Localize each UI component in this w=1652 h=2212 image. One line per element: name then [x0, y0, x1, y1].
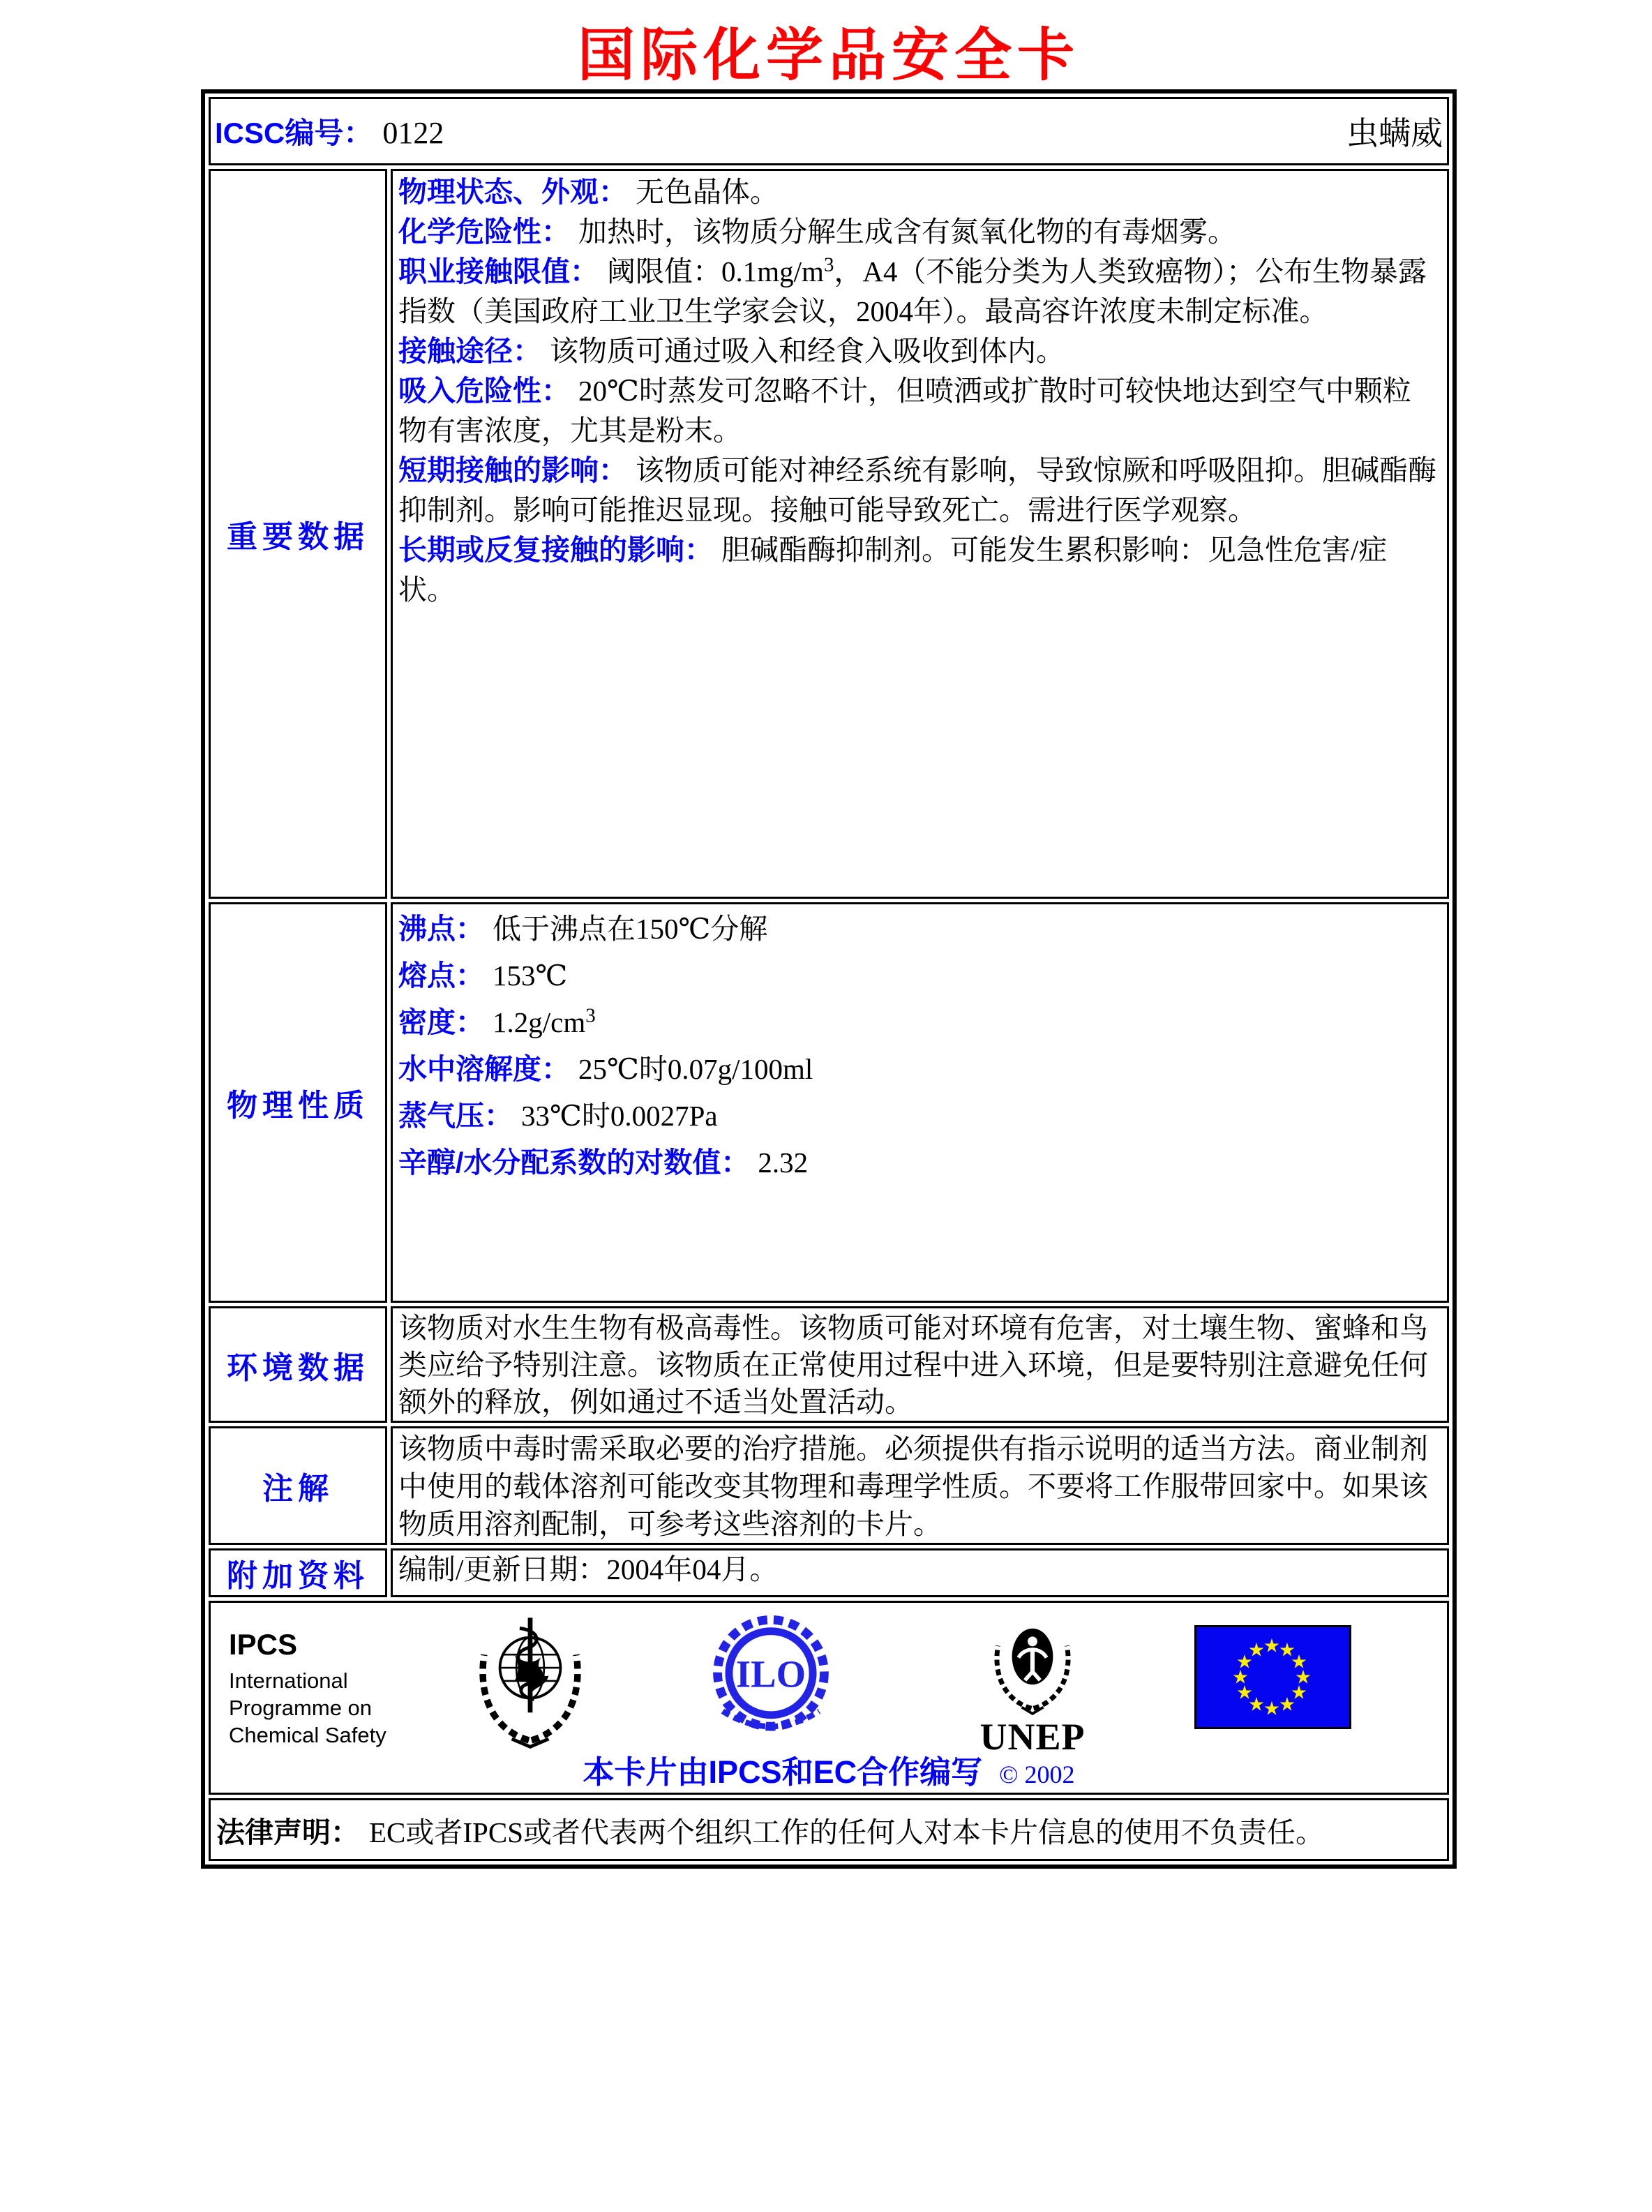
unep-logo: [971, 1611, 1094, 1758]
field-label: 短期接触的影响：: [398, 454, 627, 486]
important-item: [398, 530, 1439, 610]
ipcs-subtitle-line: Programme on: [229, 1696, 373, 1720]
additional-info-content: 编制/更新日期：2004年04月。: [391, 1548, 1449, 1597]
field-value: 1.2g/cm: [493, 1006, 586, 1038]
field-label: 化学危险性：: [398, 216, 570, 248]
eu-star-icon: ★: [1236, 1682, 1254, 1704]
field-label: 吸入危险性：: [398, 375, 570, 407]
field-value: 胆碱酯酶抑制剂。可能发生累积影响：见急性危害/症状。: [398, 534, 1388, 606]
physical-properties-row-label: 物理性质: [209, 902, 387, 1303]
important-data-row-label: 重要数据: [209, 169, 387, 899]
eu-star-icon: ★: [1290, 1651, 1308, 1673]
eu-star-icon: ★: [1278, 1694, 1296, 1716]
unep-label: UNEP: [979, 1716, 1086, 1758]
environmental-data-content: 该物质对水生生物有极高毒性。该物质可能对环境有危害，对土壤生物、蜜蜂和鸟类应给予特别注意。该物质在正常使用过程中进入环境，但是要特别注意避免任何额外的释放，例如通过不适当处置活动。: [391, 1306, 1449, 1423]
eu-star-icon: ★: [1231, 1666, 1249, 1689]
legal-cell: [209, 1798, 1449, 1861]
legal-label: 法律声明：: [216, 1816, 359, 1848]
eu-star-icon: ★: [1290, 1682, 1308, 1704]
eu-star-icon: ★: [1263, 1698, 1281, 1720]
eu-star-icon: ★: [1263, 1635, 1281, 1657]
physical-item: [398, 999, 1439, 1046]
who-logo-icon: [463, 1610, 597, 1751]
physical-item: [398, 906, 1439, 952]
ilo-logo-icon: [707, 1611, 834, 1745]
icsc-number-value: 0122: [382, 116, 444, 150]
field-value: 25℃时0.07g/100ml: [578, 1053, 813, 1085]
eu-star-icon: ★: [1247, 1639, 1266, 1661]
physical-item: [398, 952, 1439, 999]
environmental-data-row: [209, 1306, 1449, 1423]
physical-properties-content: [391, 902, 1449, 1303]
physical-item: [398, 1139, 1439, 1186]
physical-item: [398, 1093, 1439, 1139]
additional-info-row: [209, 1548, 1449, 1597]
legal-text: EC或者IPCS或者代表两个组织工作的任何人对本卡片信息的使用不负责任。: [369, 1816, 1324, 1848]
field-value: 33℃时0.0027Pa: [521, 1100, 718, 1132]
icsc-number-label: ICSC编号：: [215, 117, 373, 149]
physical-item: [398, 1046, 1439, 1093]
important-item: [398, 252, 1439, 331]
field-value: 无色晶体。: [636, 176, 779, 208]
important-data-content: [391, 169, 1449, 899]
ilo-letters: ILO: [735, 1652, 806, 1696]
ipcs-subtitle-line: Chemical Safety: [229, 1723, 386, 1747]
notes-row-label: 注解: [209, 1426, 387, 1545]
header-cell: [209, 97, 1449, 165]
field-label: 密度：: [398, 1006, 484, 1038]
important-data-row: [209, 169, 1449, 899]
important-item: [398, 371, 1439, 451]
physical-properties-row: [209, 902, 1449, 1303]
important-item: [398, 331, 1439, 371]
important-item: [398, 172, 1439, 212]
icsc-card-table: [201, 89, 1457, 1869]
field-value: 153℃: [493, 959, 568, 992]
field-value: 低于沸点在150℃分解: [493, 913, 768, 945]
credit-text: 本卡片由IPCS和EC合作编写: [583, 1754, 983, 1790]
notes-row: [209, 1426, 1449, 1545]
eu-star-icon: ★: [1294, 1666, 1312, 1689]
page-title: 国际化学品安全卡: [577, 24, 1080, 87]
logos-cell: [209, 1601, 1449, 1795]
eu-star-icon: ★: [1236, 1651, 1254, 1673]
credit-line: [211, 1747, 1447, 1792]
field-label: 接触途径：: [398, 335, 541, 367]
eu-flag-icon: [1194, 1625, 1351, 1729]
logos-row: [209, 1601, 1449, 1795]
notes-content: 该物质中毒时需采取必要的治疗措施。必须提供有指示说明的适当方法。商业制剂中使用的载体溶剂可能改变其物理和毒理学性质。不要将工作服带回家中。如果该物质用溶剂配制，可参考这些溶剂的卡片。: [391, 1426, 1449, 1545]
credit-copyright: © 2002: [999, 1761, 1075, 1788]
ipcs-logo-text: [229, 1628, 386, 1749]
environmental-data-row-label: 环境数据: [209, 1306, 387, 1423]
ipcs-subtitle-line: International: [229, 1668, 348, 1693]
icsc-number-group: [215, 110, 444, 152]
additional-info-row-label: 附加资料: [209, 1548, 387, 1597]
field-label: 水中溶解度：: [398, 1053, 570, 1085]
field-value: 该物质可通过吸入和经食入吸收到体内。: [550, 335, 1065, 367]
unep-emblem-icon: [977, 1611, 1088, 1716]
field-value: 该物质可能对神经系统有影响，导致惊厥和呼吸阻抑。胆碱酯酶抑制剂。影响可能推迟显现。接触可能导致死亡。需进行医学观察。: [398, 454, 1436, 526]
eu-star-icon: ★: [1247, 1694, 1266, 1716]
chemical-name: 虫螨威: [1346, 116, 1443, 151]
field-label: 长期或反复接触的影响：: [398, 534, 713, 566]
legal-row: [209, 1798, 1449, 1861]
important-item: [398, 212, 1439, 252]
superscript: 3: [823, 253, 834, 276]
important-item: [398, 451, 1439, 530]
field-value: 加热时，该物质分解生成含有氮氧化物的有毒烟雾。: [578, 216, 1236, 248]
field-label: 职业接触限值：: [398, 255, 599, 287]
field-value: 20℃时蒸发可忽略不计，但喷洒或扩散时可较快地达到空气中颗粒物有害浓度，尤其是粉末。: [398, 375, 1411, 447]
field-value: ，A4（不能分类为人类致癌物）；公布生物暴露指数（美国政府工业卫生学家会议，2004年）。最高容许浓度未制定标准。: [398, 255, 1427, 327]
field-label: 蒸气压：: [398, 1100, 513, 1132]
field-label: 沸点：: [398, 913, 484, 945]
field-value: 阈限值：0.1mg/m: [607, 255, 824, 287]
field-value: 2.32: [758, 1146, 809, 1179]
field-label: 熔点：: [398, 959, 484, 992]
field-label: 物理状态、外观：: [398, 176, 627, 208]
field-label: 辛醇/水分配系数的对数值：: [398, 1146, 750, 1179]
eu-star-icon: ★: [1278, 1639, 1296, 1661]
superscript: 3: [585, 1004, 596, 1027]
header-row: [209, 97, 1449, 165]
ipcs-title: IPCS: [229, 1628, 298, 1661]
